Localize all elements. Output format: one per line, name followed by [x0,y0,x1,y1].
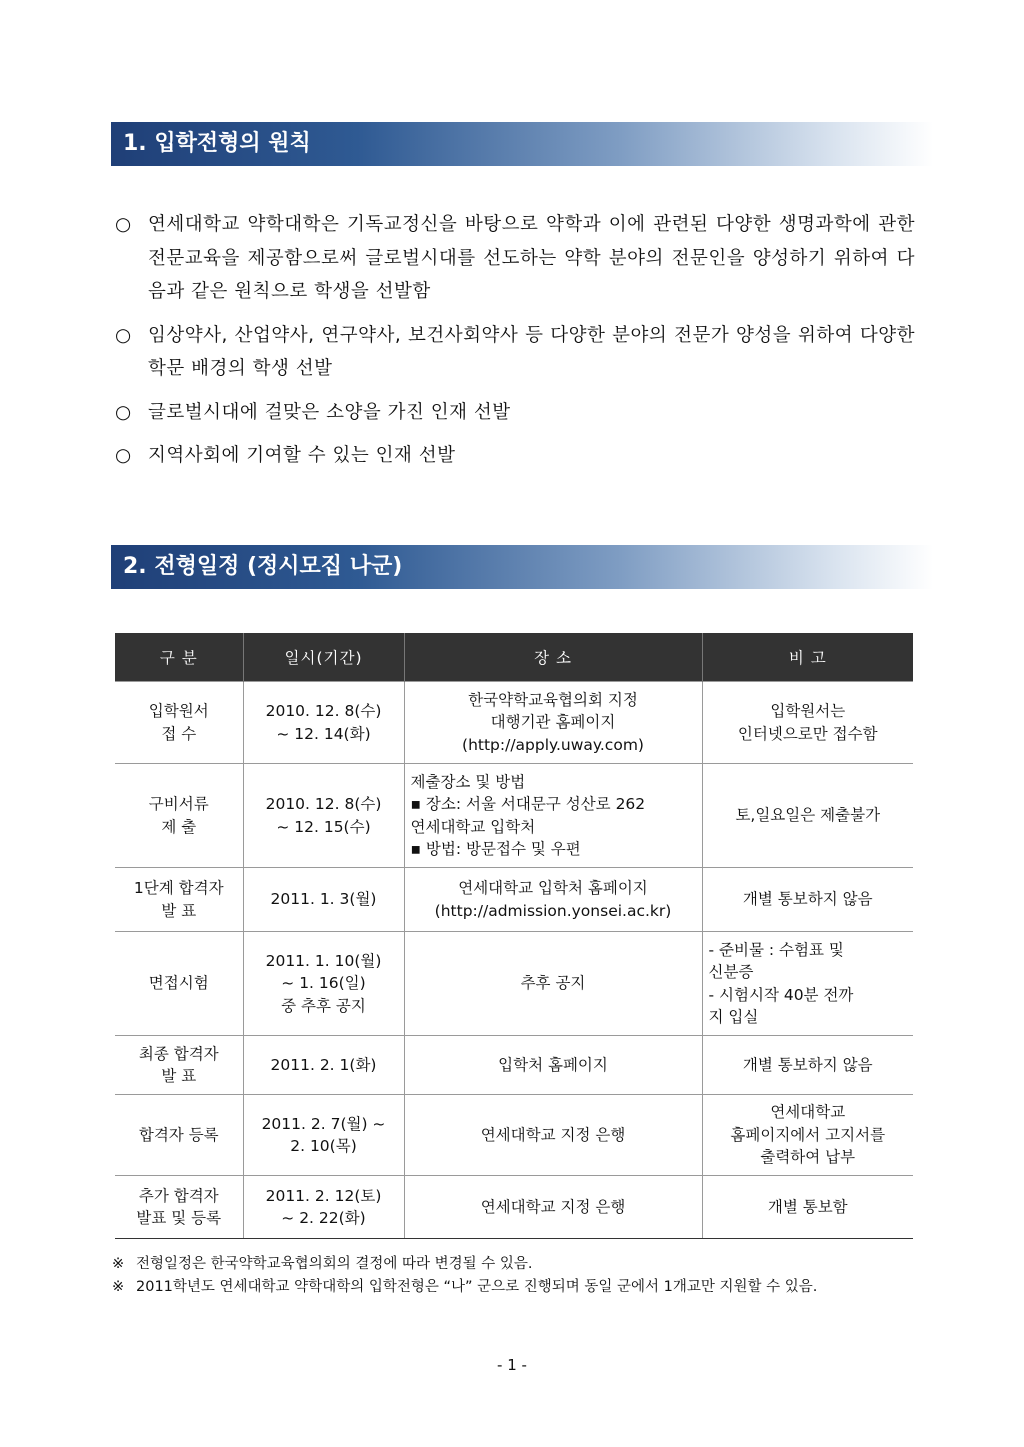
cell-category: 구비서류 제 출 [115,764,243,868]
header-remarks: 비 고 [702,633,913,682]
footnotes [112,1253,917,1298]
remark-item: - 시험시작 40분 전까 지 입실 [708,985,854,1026]
cell-place: 연세대학교 지정 은행 [404,1095,702,1176]
principle-item [115,396,915,430]
cell-place [404,764,702,868]
header-place: 장 소 [404,633,702,682]
footnote-text: 2011학년도 연세대학교 약학대학의 입학전형은 “나” 군으로 진행되며 동일 군에서 1개교만 지원할 수 있음. [136,1278,818,1295]
cell-place: 입학처 홈페이지 [404,1036,702,1095]
header-date: 일시(기간) [243,633,404,682]
cell-place: 추후 공지 [404,932,702,1036]
circle-bullet-icon: ○ [115,445,132,466]
cell-date: 2011. 1. 10(월) ~ 1. 16(일) 중 추후 공지 [243,932,404,1036]
cell-remarks: 토,일요일은 제출불가 [702,764,913,868]
cell-remarks: 개별 통보함 [702,1176,913,1239]
header-category: 구 분 [115,633,243,682]
footnote-item [112,1253,917,1276]
table-header-row [115,633,913,682]
cell-category: 면접시험 [115,932,243,1036]
principle-text: 연세대학교 약학대학은 기독교정신을 바탕으로 약학과 이에 관련된 다양한 생명과학에 관한 전문교육을 제공함으로써 글로벌시대를 선도하는 약학 분야의 전문인을 양성하기 위하여 다음과 같은 원칙으로 학생을 선발함 [148,214,915,302]
footnote-item [112,1276,917,1299]
table-row [115,1095,913,1176]
cell-category: 최종 합격자 발 표 [115,1036,243,1095]
table-row [115,932,913,1036]
remark-item: - 준비물 : 수험표 및 신분증 [708,940,844,981]
cell-category: 합격자 등록 [115,1095,243,1176]
cell-date: 2010. 12. 8(수) ~ 12. 15(수) [243,764,404,868]
footnote-text: 전형일정은 한국약학교육협의회의 결정에 따라 변경될 수 있음. [136,1256,533,1272]
place-heading: 제출장소 및 방법 [410,772,526,791]
cell-category: 추가 합격자 발표 및 등록 [115,1176,243,1239]
cell-date: 2010. 12. 8(수) ~ 12. 14(화) [243,682,404,764]
principle-item [115,208,915,309]
cell-date: 2011. 2. 7(월) ~ 2. 10(목) [243,1095,404,1176]
cell-remarks: 개별 통보하지 않음 [702,1036,913,1095]
section-2-title: 2. 전형일정 (정시모집 나군) [123,554,403,579]
cell-remarks: 개별 통보하지 않음 [702,868,913,932]
cell-place: 연세대학교 입학처 홈페이지 (http://admission.yonsei.ac.kr) [404,868,702,932]
cell-date: 2011. 2. 1(화) [243,1036,404,1095]
page-number: - 1 - [497,1356,527,1374]
cell-remarks [702,932,913,1036]
reference-mark-icon: ※ [112,1256,125,1272]
cell-remarks: 연세대학교 홈페이지에서 고지서를 출력하여 납부 [702,1095,913,1176]
place-item: ▪ 장소: 서울 서대문구 성산로 262 연세대학교 입학처 [410,795,646,836]
principle-text: 임상약사, 산업약사, 연구약사, 보건사회약사 등 다양한 분야의 전문가 양성을 위하여 다양한 학문 배경의 학생 선발 [148,324,915,379]
cell-date: 2011. 1. 3(월) [243,868,404,932]
section-2-header [111,545,933,589]
section-1-header [111,122,933,166]
table-row [115,1036,913,1095]
cell-category: 입학원서 접 수 [115,682,243,764]
circle-bullet-icon: ○ [115,401,132,423]
principles-list [115,208,915,483]
principle-text: 글로벌시대에 걸맞은 소양을 가진 인재 선발 [148,401,511,423]
cell-remarks: 입학원서는 인터넷으로만 접수함 [702,682,913,764]
circle-bullet-icon: ○ [115,324,132,346]
section-1-title: 1. 입학전형의 원칙 [123,131,311,156]
table-row [115,1176,913,1239]
table-row [115,764,913,868]
table-row [115,682,913,764]
circle-bullet-icon: ○ [115,214,132,235]
principle-text: 지역사회에 기여할 수 있는 인재 선발 [148,445,456,466]
cell-place: 연세대학교 지정 은행 [404,1176,702,1239]
schedule-table [115,633,913,1239]
principle-item [115,439,915,473]
principle-item [115,319,915,386]
place-item: ▪ 방법: 방문접수 및 우편 [410,840,581,858]
reference-mark-icon: ※ [112,1278,125,1295]
table-row [115,868,913,932]
cell-date: 2011. 2. 12(토) ~ 2. 22(화) [243,1176,404,1239]
cell-category: 1단계 합격자 발 표 [115,868,243,932]
cell-place: 한국약학교육협의회 지정 대행기관 홈페이지 (http://apply.uway.com) [404,682,702,764]
